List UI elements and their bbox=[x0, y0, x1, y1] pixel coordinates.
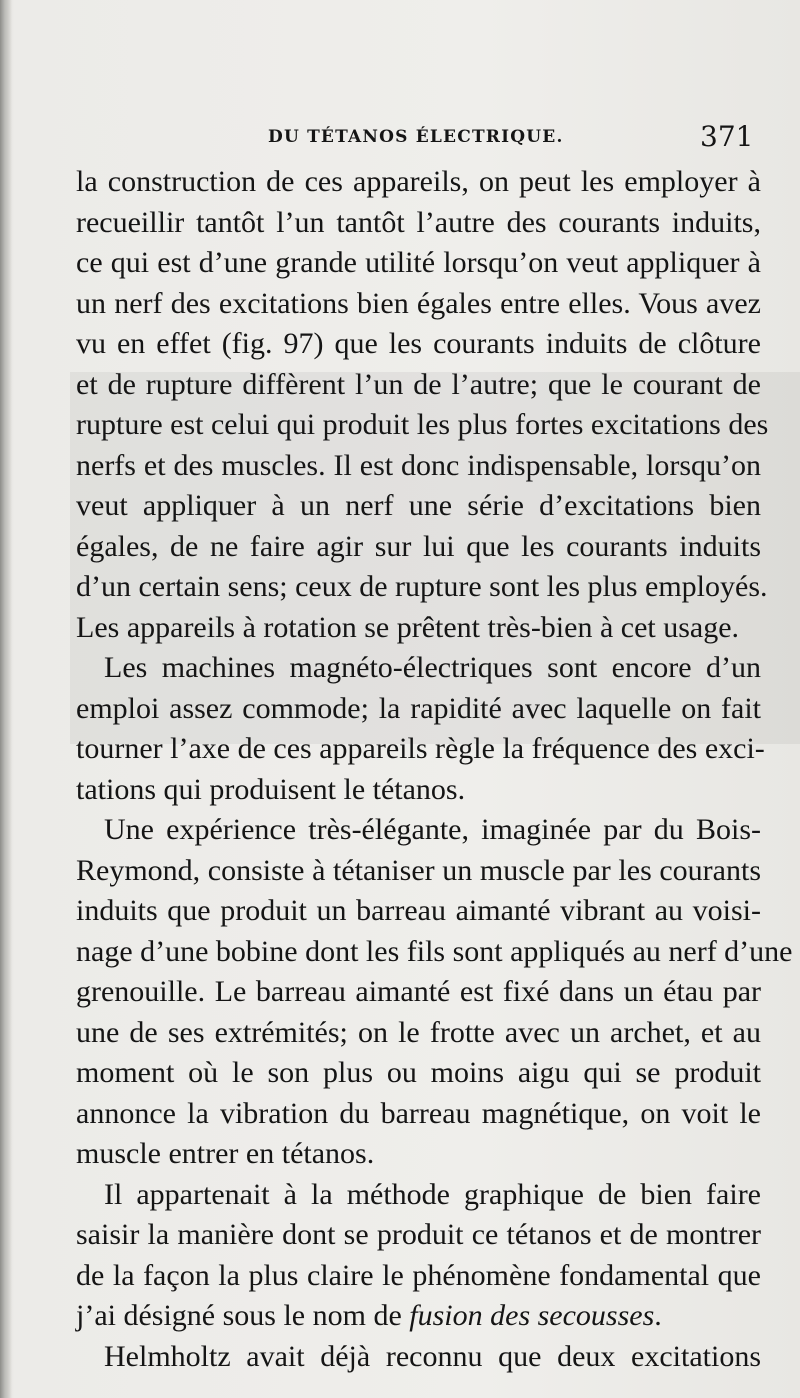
text-line: muscle entrer en tétanos. bbox=[76, 1137, 375, 1170]
text-line: recueillir tantôt l’un tantôt l’autre des courants induits, bbox=[76, 205, 761, 239]
italic-term: fusion des secousses bbox=[409, 1299, 655, 1332]
text-line: Les appareils à rotation se prêtent très-bien à cet usage. bbox=[76, 610, 740, 644]
text-line: rupture est celui qui produit les plus fortes excitations des bbox=[76, 408, 769, 441]
page-header bbox=[0, 120, 800, 160]
text-line: tourner l’axe de ces appareils règle la fréquence des exci- bbox=[76, 732, 765, 765]
page-number: 371 bbox=[700, 120, 754, 153]
text-line-with-italic bbox=[76, 1296, 761, 1337]
text-line: saisir la manière dont se produit ce tétanos et de montrer bbox=[76, 1218, 761, 1251]
page-spine-shadow bbox=[0, 0, 12, 1398]
text-line: grenouille. Le barreau aimanté est fixé dans un étau par bbox=[76, 975, 761, 1008]
text-line: vu en effet (fig. 97) que les courants induits de clôture bbox=[76, 327, 761, 360]
text-line: veut appliquer à un nerf une série d’excitations bien bbox=[76, 489, 761, 522]
text-line: Il appartenait à la méthode graphique de bien faire bbox=[104, 1177, 761, 1211]
text-line: moment où le son plus ou moins aigu qui se produit bbox=[76, 1056, 761, 1089]
sentence-period: . bbox=[654, 1299, 662, 1332]
text-line: emploi assez commode; la rapidité avec laquelle on fait bbox=[76, 691, 761, 725]
text-line: Les machines magnéto-électriques sont encore d’un bbox=[104, 651, 761, 684]
text-line: Helmholtz avait déjà reconnu que deux excitations bbox=[104, 1339, 761, 1373]
text-line: un nerf des excitations bien égales entre elles. Vous avez bbox=[76, 286, 761, 320]
text-line: d’un certain sens; ceux de rupture sont les plus employés. bbox=[76, 570, 768, 603]
text-line: la construction de ces appareils, on peut les employer à bbox=[76, 165, 761, 198]
text-line: et de rupture diffèrent l’un de l’autre; que le courant de bbox=[76, 367, 761, 401]
text-line: égales, de ne faire agir sur lui que les courants induits bbox=[76, 529, 761, 563]
text-line: ce qui est d’une grande utilité lorsqu’on veut appliquer à bbox=[76, 246, 761, 279]
text-line: induits que produit un barreau aimanté vibrant au voisi- bbox=[76, 894, 761, 927]
text-line: annonce la vibration du barreau magnétique, on voit le bbox=[76, 1096, 761, 1130]
text-line: tations qui produisent le tétanos. bbox=[76, 772, 466, 806]
text-line: de la façon la plus claire le phénomène fondamental que bbox=[76, 1258, 761, 1292]
body-text bbox=[76, 162, 793, 1377]
text-segment: j’ai désigné sous le nom de bbox=[76, 1299, 402, 1332]
text-line: une de ses extrémités; on le frotte avec un archet, et au bbox=[76, 1015, 761, 1049]
text-line: nage d’une bobine dont les fils sont appliqués au nerf d’une bbox=[76, 934, 793, 968]
running-title: DU TÉTANOS ÉLECTRIQUE. bbox=[268, 127, 564, 147]
text-line: Reymond, consiste à tétaniser un muscle par les courants bbox=[76, 853, 761, 887]
text-line: Une expérience très-élégante, imaginée par du Bois- bbox=[104, 813, 761, 846]
text-line: nerfs et des muscles. Il est donc indispensable, lorsqu’on bbox=[76, 448, 761, 482]
